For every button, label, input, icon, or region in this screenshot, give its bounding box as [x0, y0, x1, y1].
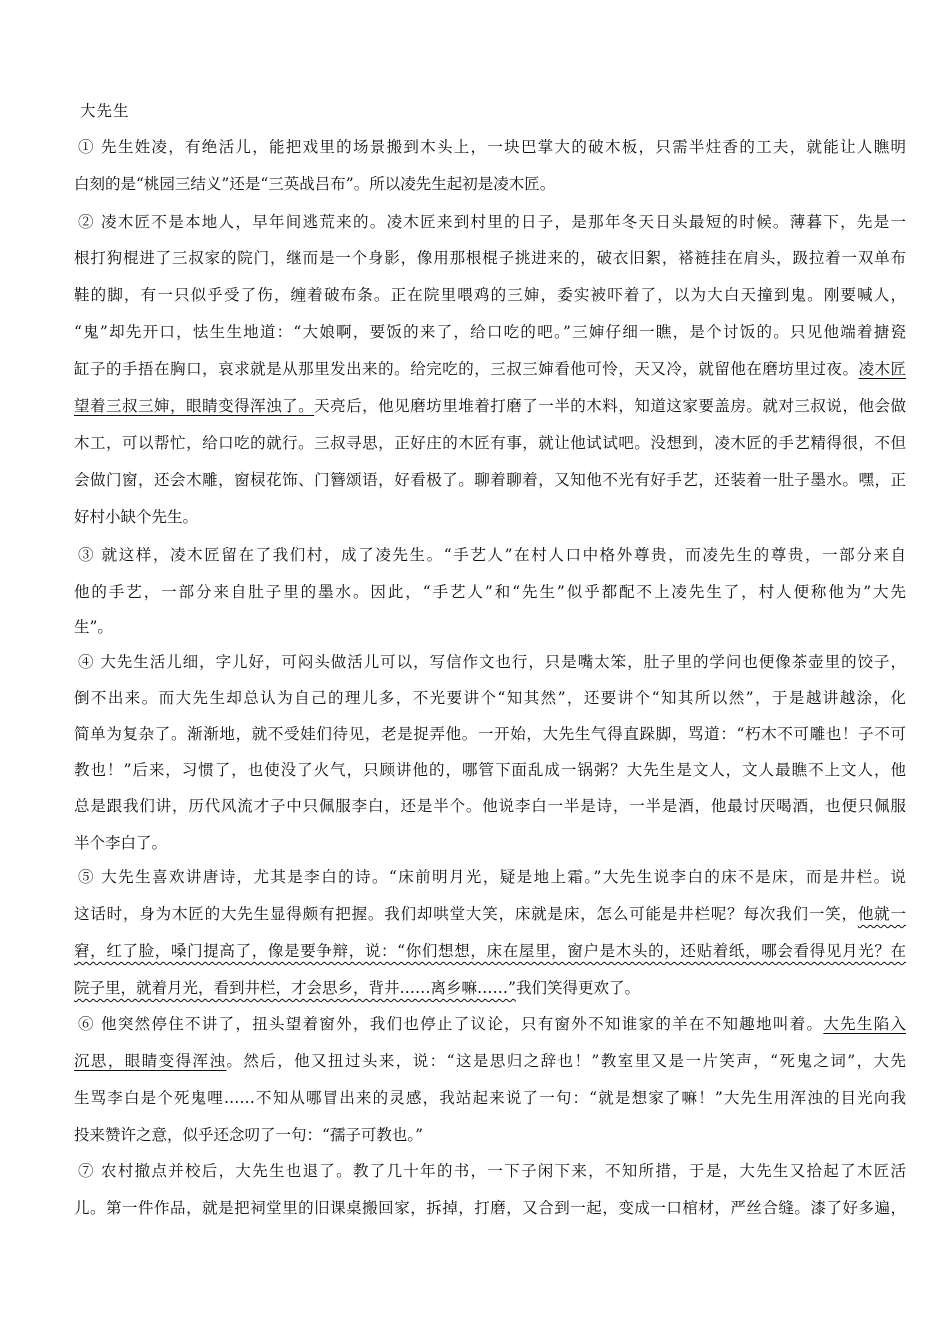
text-line — [74, 648, 906, 676]
underlined-text: 院子里，就着月光，看到井栏，才会思乡，背井……离乡嘛……” — [74, 979, 516, 997]
text-segment: 我们笑得更欢了。 — [515, 979, 640, 997]
text-segment: 白刻的是“桃园三结义”还是“三英战吕布”。所以凌先生起初是凌木匠。 — [74, 175, 556, 193]
text-line — [74, 613, 906, 641]
text-segment: 。然后，他又扭过头来，说：“这是思归之辞也！”教室里又是一片笑声，“死鬼之词”，大先 — [226, 1052, 906, 1070]
text-line — [74, 1084, 906, 1112]
text-line — [74, 503, 906, 531]
text-line — [74, 829, 906, 857]
text-line — [74, 792, 906, 820]
text-line — [74, 1010, 906, 1038]
underlined-text: 窘，红了脸，嗓门提高了，像是要争辩，说：“你们想想，床在屋里，窗户是木头的，还贴着纸，哪会看得见月光？在 — [74, 942, 906, 960]
text-segment: 木工，可以帮忙，给口吃的就行。三叔寻思，正好庄的木匠有事，就让他试试吧。没想到，凌木匠的手艺精得很，不但 — [74, 434, 906, 452]
text-segment: 好村小缺个先生。 — [74, 508, 199, 526]
text-segment: 根打狗棍进了三叔家的院门，继而是一个身影，像用那根棍子挑进来的，破衣旧絮，褡裢挂在肩头，趿拉着一双单布 — [74, 249, 906, 267]
text-line — [74, 937, 906, 965]
text-segment: 儿。第一件作品，就是把祠堂里的旧课桌搬回家，拆掉，打磨，又合到一起，变成一口棺材，严丝合缝。漆了好多遍， — [74, 1199, 906, 1217]
text-line — [74, 756, 906, 784]
text-line — [74, 900, 906, 928]
text-line — [74, 281, 906, 309]
text-segment: ④ 大先生活儿细，字儿好，可闷头做活儿可以，写信作文也行，只是嘴太笨，肚子里的学问也便像茶壶里的饺子， — [78, 653, 906, 671]
text-line — [74, 974, 906, 1002]
text-segment: 他的手艺，一部分来自肚子里的墨水。因此，“手艺人”和“先生”似乎都配不上凌先生了，村人便称他为”大先 — [74, 583, 906, 601]
text-line — [74, 1121, 906, 1149]
underlined-text: 沉思，眼睛变得浑浊 — [74, 1052, 227, 1070]
text-segment: ② 凌木匠不是本地人，早年间逃荒来的。凌木匠来到村里的日子，是那年冬天日头最短的时候。薄暮下，先是一 — [78, 213, 906, 231]
text-line — [74, 863, 906, 891]
text-segment: ⑤ 大先生喜欢讲唐诗，尤其是李白的诗。“床前明月光，疑是地上霜。”大先生说李白的床不是床，而是井栏。说 — [78, 868, 906, 886]
text-segment: 投来赞许之意，似乎还念叨了一句：“孺子可教也。” — [74, 1126, 424, 1144]
text-segment: 教也！”后来，习惯了，也使没了火气，只顾讲他的，哪管下面乱成一锅粥？大先生是文人，文人最瞧不上文人，他 — [74, 761, 906, 779]
underlined-text: 他就一 — [857, 905, 906, 923]
text-segment: 鞋的脚，有一只似乎受了伤，缠着破布条。正在院里喂鸡的三婶，委实被吓着了，以为大白天撞到鬼。刚要喊人， — [74, 286, 906, 304]
text-segment: 总是跟我们讲，历代风流才子中只佩服李白，还是半个。他说李白一半是诗，一半是酒，他最讨厌喝酒，也便只佩服 — [74, 797, 906, 815]
text-segment: 天亮后，他见磨坊里堆着打磨了一半的木料，知道这家要盖房。就对三叔说，他会做 — [314, 397, 906, 415]
text-line — [74, 429, 906, 457]
text-segment: ⑦ 农村撤点并校后，大先生也退了。教了几十年的书，一下子闲下来，不知所措，于是，大先生又拾起了木匠活 — [78, 1162, 906, 1180]
text-line — [74, 392, 906, 420]
text-line — [74, 466, 906, 494]
text-segment: 半个李白了。 — [74, 834, 168, 852]
text-segment: “鬼”却先开口，怯生生地道：“大娘啊，要饭的来了，给口吃的吧。”三婶仔细一瞧，是个讨饭的。只见他端着搪瓷 — [74, 323, 906, 341]
text-line — [74, 1047, 906, 1075]
text-line — [74, 208, 906, 236]
document-title: 大先生 — [80, 102, 130, 120]
underlined-text: 大先生陷入 — [823, 1015, 906, 1033]
text-line — [74, 318, 906, 346]
text-segment: 倒不出来。而大先生却总认为自己的理儿多，不光要讲个“知其然”，还要讲个“知其所以然”，于是越讲越涂，化 — [74, 689, 906, 707]
text-segment: ① 先生姓凌，有绝活儿，能把戏里的场景搬到木头上，一块巴掌大的破木板，只需半炷香的工夫，就能让人瞧明 — [78, 138, 906, 156]
text-segment: ③ 就这样，凌木匠留在了我们村，成了凌先生。“手艺人”在村人口中格外尊贵，而凌先生的尊贵，一部分来自 — [78, 546, 906, 564]
text-segment: 缸子的手捂在胸口，哀求就是从那里发出来的。给完吃的，三叔三婶看他可怜，天又冷，就留他在磨坊里过夜。 — [74, 360, 859, 378]
text-segment: 会做门窗，还会木雕，窗棂花饰、门簪颂语，好看极了。聊着聊着，又知他不光有好手艺，还装着一肚子墨水。嘿，正 — [74, 471, 906, 489]
text-line — [74, 684, 906, 712]
text-line — [74, 1194, 906, 1222]
text-line — [74, 244, 906, 272]
text-segment: 生骂李白是个死鬼哩……不知从哪冒出来的灵感，我站起来说了一句：“就是想家了嘛！”大先生用浑浊的目光向我 — [74, 1089, 906, 1107]
text-segment: 简单为复杂了。渐渐地，就不受娃们待见，老是捉弄他。一开始，大先生气得直跺脚，骂道：“朽木不可雕也！子不可 — [74, 725, 906, 743]
text-line — [74, 170, 906, 198]
text-line — [74, 1157, 906, 1185]
text-line — [74, 355, 906, 383]
underlined-text: 望着三叔三婶，眼睛变得浑浊了。 — [74, 397, 315, 415]
text-line — [74, 720, 906, 748]
text-segment: 生”。 — [74, 618, 113, 636]
text-segment: 这话时，身为木匠的大先生显得颇有把握。我们却哄堂大笑，床就是床，怎么可能是井栏呢？每次我们一笑， — [74, 905, 858, 923]
text-line — [74, 578, 906, 606]
underlined-text: 凌木匠 — [858, 360, 906, 378]
text-segment: ⑥ 他突然停住不讲了，扭头望着窗外，我们也停止了议论，只有窗外不知谁家的羊在不知趣地叫着。 — [78, 1015, 824, 1033]
text-line — [74, 541, 906, 569]
text-line — [74, 133, 906, 161]
